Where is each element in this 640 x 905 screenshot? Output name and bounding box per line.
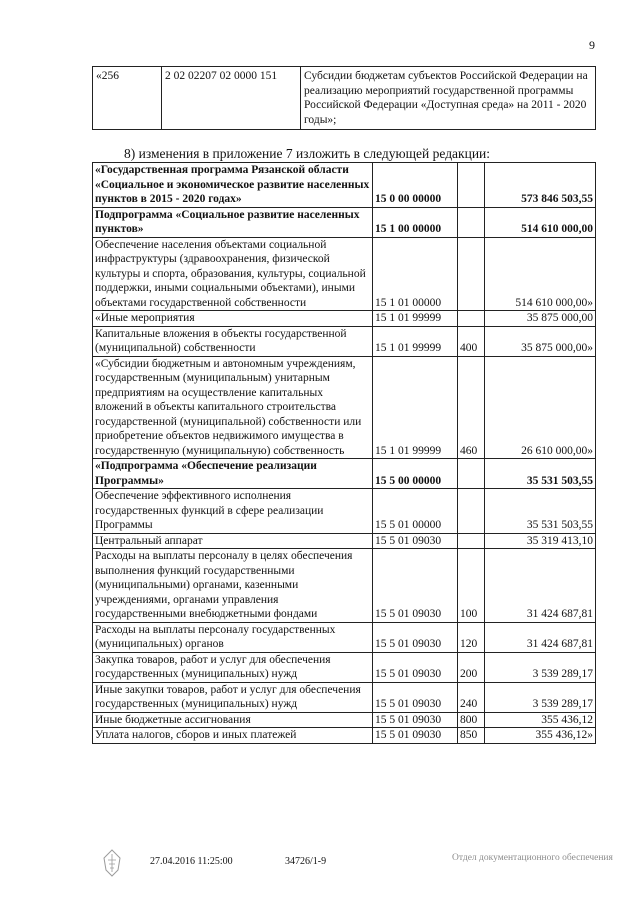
item-name-cell: Уплата налогов, сборов и иных платежей	[93, 728, 373, 744]
table-row	[93, 459, 596, 489]
item-name-cell: «Государственная программа Рязанской области «Социальное и экономическое развитие населенных пунктов в 2015 - 2020 годах»	[93, 163, 373, 208]
item-name-cell: Расходы на выплаты персоналу государственных (муниципальных) органов	[93, 622, 373, 652]
expense-type-cell: 800	[458, 712, 485, 728]
table-row	[93, 489, 596, 534]
item-name-cell: «Подпрограмма «Обеспечение реализации Программы»	[93, 459, 373, 489]
target-article-cell: 15 1 01 99999	[373, 326, 458, 356]
amount-cell: 3 539 289,17	[485, 682, 596, 712]
item-name-cell: Капитальные вложения в объекты государственной (муниципальной) собственности	[93, 326, 373, 356]
table-row	[93, 326, 596, 356]
item-name-cell: Подпрограмма «Социальное развитие населенных пунктов»	[93, 207, 373, 237]
target-article-cell: 15 5 01 00000	[373, 489, 458, 534]
target-article-cell: 15 1 01 99999	[373, 311, 458, 327]
item-name-cell: Иные бюджетные ассигнования	[93, 712, 373, 728]
emblem-icon	[100, 848, 124, 878]
row-number-cell: «256	[93, 67, 162, 130]
item-name-cell: Центральный аппарат	[93, 533, 373, 549]
table-row	[93, 356, 596, 459]
item-name-cell: Закупка товаров, работ и услуг для обеспечения государственных (муниципальных) нужд	[93, 652, 373, 682]
item-name-cell: Обеспечение населения объектами социальной инфраструктуры (здравоохранения, физической культуры и спорта, образования, культуры, социальной поддержки, иными социальными объектами), иными объектами государственной собственности	[93, 237, 373, 311]
table-row	[93, 237, 596, 311]
item-name-cell: Иные закупки товаров, работ и услуг для обеспечения государственных (муниципальных) нужд	[93, 682, 373, 712]
budget-code-cell: 2 02 02207 02 0000 151	[162, 67, 301, 130]
expense-type-cell	[458, 489, 485, 534]
expense-type-cell	[458, 459, 485, 489]
target-article-cell: 15 5 01 09030	[373, 549, 458, 623]
table-row	[93, 622, 596, 652]
item-name-cell: «Иные мероприятия	[93, 311, 373, 327]
footer-department-note: Отдел документационного обеспечения	[452, 853, 613, 863]
expense-type-cell	[458, 207, 485, 237]
table-row	[93, 207, 596, 237]
target-article-cell: 15 5 01 09030	[373, 622, 458, 652]
target-article-cell: 15 5 01 09030	[373, 652, 458, 682]
target-article-cell: 15 1 00 00000	[373, 207, 458, 237]
expense-type-cell: 120	[458, 622, 485, 652]
amount-cell: 514 610 000,00»	[485, 237, 596, 311]
table-row	[93, 533, 596, 549]
amount-cell: 35 875 000,00	[485, 311, 596, 327]
expense-type-cell	[458, 237, 485, 311]
expense-type-cell: 100	[458, 549, 485, 623]
amount-cell: 3 539 289,17	[485, 652, 596, 682]
target-article-cell: 15 1 01 00000	[373, 237, 458, 311]
table-row	[93, 311, 596, 327]
target-article-cell: 15 5 00 00000	[373, 459, 458, 489]
income-name-cell: Субсидии бюджетам субъектов Российской Федерации на реализацию мероприятий государственной программы Российской Федерации «Доступная среда» на 2011 - 2020 годы»;	[301, 67, 596, 130]
amount-cell: 35 531 503,55	[485, 459, 596, 489]
amount-cell: 514 610 000,00	[485, 207, 596, 237]
page-number: 9	[589, 38, 595, 52]
item-name-cell: Расходы на выплаты персоналу в целях обеспечения выполнения функций государственными (муниципальными) органами, казенными учреждениями, органами управления государственными внебюджетными фондами	[93, 549, 373, 623]
amount-cell: 355 436,12»	[485, 728, 596, 744]
footer-document-code: 34726/1-9	[285, 856, 327, 867]
item-name-cell: Обеспечение эффективного исполнения государственных функций в сфере реализации Программы	[93, 489, 373, 534]
table-row	[93, 163, 596, 208]
amount-cell: 31 424 687,81	[485, 549, 596, 623]
appendix-7-table	[92, 162, 596, 744]
expense-type-cell: 460	[458, 356, 485, 459]
table-body	[93, 163, 596, 744]
amount-cell: 573 846 503,55	[485, 163, 596, 208]
table-row	[93, 728, 596, 744]
target-article-cell: 15 5 01 09030	[373, 728, 458, 744]
table-row	[93, 652, 596, 682]
expense-type-cell	[458, 163, 485, 208]
expense-type-cell: 850	[458, 728, 485, 744]
table-row	[93, 549, 596, 623]
amount-cell: 35 319 413,10	[485, 533, 596, 549]
target-article-cell: 15 0 00 00000	[373, 163, 458, 208]
previous-table-fragment	[92, 66, 596, 130]
footer-date: 27.04.2016 11:25:00	[150, 856, 233, 867]
table-row	[93, 712, 596, 728]
amount-cell: 26 610 000,00»	[485, 356, 596, 459]
amount-cell: 31 424 687,81	[485, 622, 596, 652]
target-article-cell: 15 5 01 09030	[373, 712, 458, 728]
amendment-heading: 8) изменения в приложение 7 изложить в следующей редакции:	[124, 146, 491, 161]
amount-cell: 35 531 503,55	[485, 489, 596, 534]
target-article-cell: 15 5 01 09030	[373, 533, 458, 549]
expense-type-cell: 400	[458, 326, 485, 356]
amount-cell: 35 875 000,00»	[485, 326, 596, 356]
item-name-cell: «Субсидии бюджетным и автономным учреждениям, государственным (муниципальным) унитарным предприятиям на осуществление капитальных вложений в объекты капитального строительства государственной (муниципальной) собственности или приобретение объектов недвижимого имущества в государственную (муниципальную) собственность	[93, 356, 373, 459]
expense-type-cell	[458, 311, 485, 327]
table-row	[93, 67, 596, 130]
expense-type-cell: 240	[458, 682, 485, 712]
amount-cell: 355 436,12	[485, 712, 596, 728]
target-article-cell: 15 5 01 09030	[373, 682, 458, 712]
target-article-cell: 15 1 01 99999	[373, 356, 458, 459]
expense-type-cell	[458, 533, 485, 549]
table-row	[93, 682, 596, 712]
expense-type-cell: 200	[458, 652, 485, 682]
